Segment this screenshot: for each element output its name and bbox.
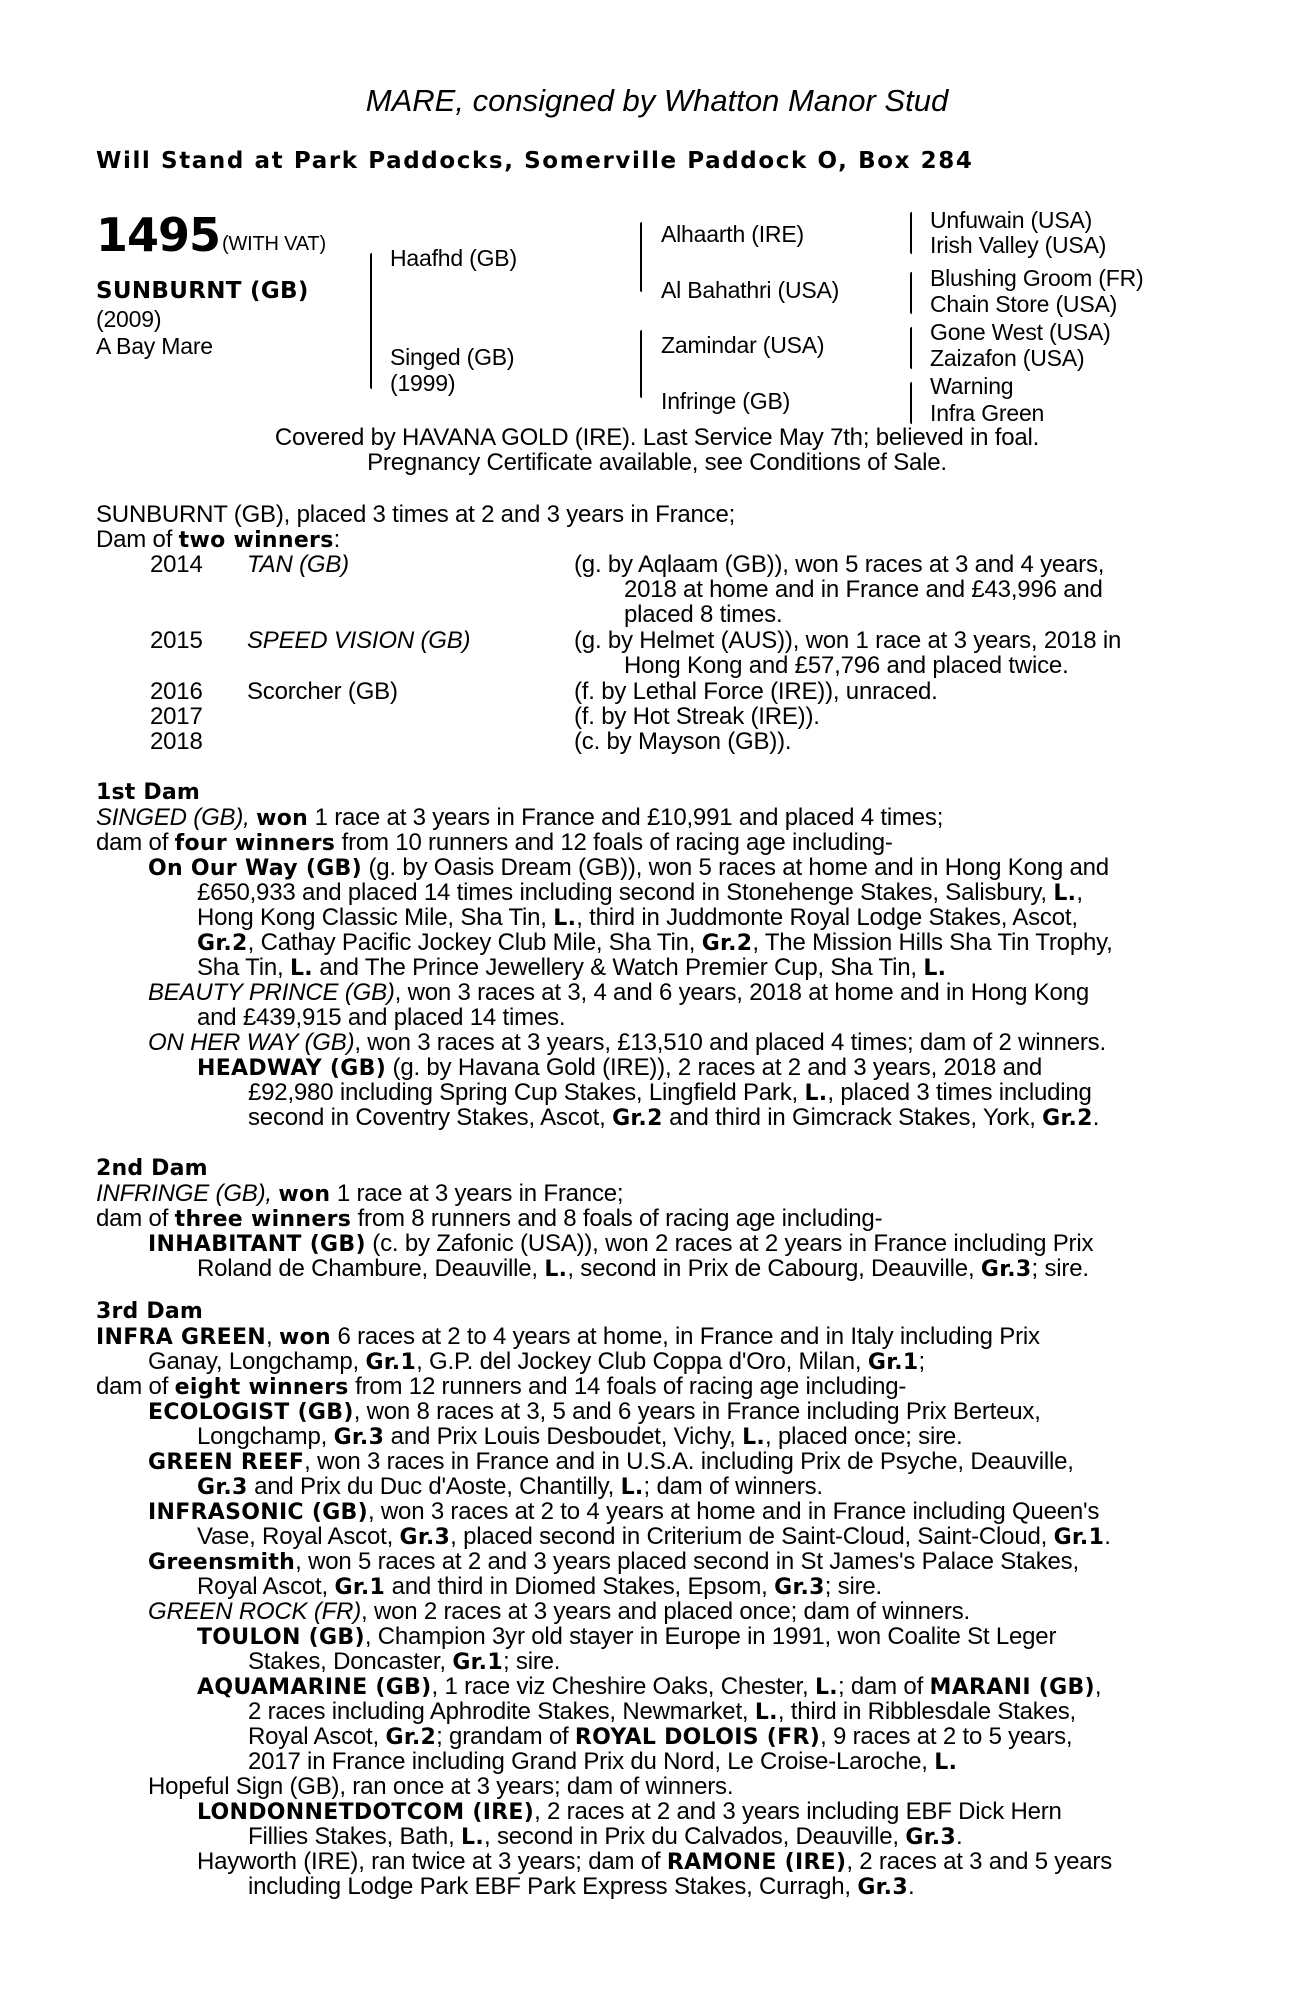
progeny-entry (148, 1499, 1099, 1525)
progeny-entry-line (197, 930, 1113, 956)
text-run: Gr.3 (980, 1257, 1032, 1282)
text-run: and third in Gimcrack Stakes, York, (662, 1104, 1043, 1131)
text-run: Royal Ascot, (248, 1723, 386, 1750)
pedigree-brace-dam (640, 330, 642, 398)
text-run: (g. by Havana Gold (IRE)), 2 races at 2 and 3 years, 2018 and (386, 1054, 1043, 1081)
text-run: , won 2 races at 3 years and placed once; dam of winners. (361, 1598, 970, 1625)
text-run: , won 3 races at 2 to 4 years at home and in France including Queen's (367, 1498, 1100, 1525)
horse-name: SUNBURNT (GB) (96, 278, 309, 304)
text-run: L. (553, 906, 577, 931)
lot-number: 1495 (96, 208, 221, 262)
text-run: Fillies Stakes, Bath, (248, 1823, 462, 1850)
text-run: . (1104, 1523, 1111, 1550)
text-run: ; sire. (1031, 1255, 1089, 1282)
text-run: LONDONNETDOTCOM (IRE) (197, 1800, 535, 1825)
progeny-entry-line (248, 1874, 914, 1900)
text-run: , third in Juddmonte Royal Lodge Stakes, Ascot, (576, 904, 1078, 931)
pedigree-dam: Singed (GB) (390, 344, 515, 370)
progeny-entry (148, 1231, 1093, 1257)
text-run: , 2 races at 3 and 5 years (846, 1848, 1112, 1875)
text-run: ON HER WAY (GB) (148, 1029, 355, 1056)
pedigree-ddd: Infra Green (930, 400, 1045, 426)
pedigree-dss: Gone West (USA) (930, 319, 1111, 345)
progeny-entry (197, 1799, 1062, 1825)
text-run: On Our Way (GB) (148, 856, 362, 881)
text-run: L. (742, 1425, 766, 1450)
text-run: , won 8 races at 3, 5 and 6 years in France including Prix Berteux, (353, 1398, 1041, 1425)
progeny-entry-line (197, 955, 946, 981)
progeny-entry (148, 1549, 1079, 1575)
text-run: , 9 races at 2 to 5 years, (820, 1723, 1073, 1750)
text-run: Gr.1 (867, 1350, 919, 1375)
progeny-entry-line (197, 1524, 1111, 1550)
text-run: , (1094, 1673, 1102, 1700)
text-run: 1 race at 3 years in France; (330, 1180, 624, 1207)
pedigree-sire: Haafhd (GB) (390, 245, 517, 271)
progeny-entry (148, 980, 1089, 1005)
mare-race-record: SUNBURNT (GB), placed 3 times at 2 and 3 years in France; (96, 501, 736, 528)
text-run: Ganay, Longchamp, (148, 1348, 366, 1375)
third-dam-heading: 3rd Dam (96, 1299, 203, 1324)
pedigree-dam-year: (1999) (390, 370, 456, 396)
text-run: won (256, 806, 309, 831)
progeny-entry (197, 1849, 1112, 1875)
progeny-entry-line (248, 1724, 1072, 1750)
pedigree-ssd: Irish Valley (USA) (930, 232, 1107, 258)
text-run: , third in Ribblesdale Stakes, (777, 1698, 1077, 1725)
text-run: Gr.1 (452, 1650, 503, 1675)
produce-detail-line: (c. by Mayson (GB)). (574, 728, 792, 755)
text-run: , second in Prix du Calvados, Deauville, (484, 1823, 906, 1850)
text-run: , won 3 races at 3 years, £13,510 and placed 4 times; dam of 2 winners. (354, 1029, 1106, 1056)
pedigree-sire-sire: Alhaarth (IRE) (661, 221, 804, 247)
third-dam-record (96, 1324, 1040, 1350)
progeny-entry-line (248, 1749, 957, 1775)
text-run: , placed second in Criterium de Saint-Cloud, Saint-Cloud, (450, 1523, 1054, 1550)
progeny-entry-line (197, 1424, 963, 1450)
text-run: , won 3 races in France and in U.S.A. including Prix de Psyche, Deauville, (304, 1448, 1074, 1475)
pedigree-dam-sire: Zamindar (USA) (661, 332, 825, 358)
text-run: Gr.3 (197, 1475, 248, 1500)
text-run: INHABITANT (GB) (148, 1232, 366, 1257)
text-run: , 1 race viz Cheshire Oaks, Chester, (431, 1673, 815, 1700)
pedigree-brace-3 (910, 327, 912, 369)
pedigree-sss: Unfuwain (USA) (930, 207, 1093, 233)
text-run: Sha Tin, (197, 954, 290, 981)
text-run: L. (934, 1750, 958, 1775)
stand-location: Will Stand at Park Paddocks, Somerville Paddock O, Box 284 (96, 148, 974, 174)
progeny-entry-line (248, 1105, 1099, 1131)
dam-of-text: Dam of (96, 526, 179, 553)
text-run: and The Prince Jewellery & Watch Premier Cup, Sha Tin, (312, 954, 924, 981)
text-run: and third in Diomed Stakes, Epsom, (385, 1573, 775, 1600)
text-run: (g. by Oasis Dream (GB)), won 5 races at home and in Hong Kong and (361, 854, 1109, 881)
text-run: and Prix Louis Desboudet, Vichy, (384, 1423, 743, 1450)
text-run: RAMONE (IRE) (666, 1850, 847, 1875)
third-dam-produce (96, 1374, 906, 1400)
text-run: 2 races including Aphrodite Stakes, Newmarket, (248, 1698, 755, 1725)
text-run: Gr.2 (385, 1725, 437, 1750)
text-run: SINGED (GB), (96, 804, 257, 831)
text-run: Gr.1 (334, 1575, 386, 1600)
text-run: second in Coventry Stakes, Ascot, (248, 1104, 613, 1131)
pedigree-brace-sire (640, 222, 642, 292)
horse-description: A Bay Mare (96, 333, 213, 359)
text-run: Hong Kong Classic Mile, Sha Tin, (197, 904, 554, 931)
progeny-entry (148, 1399, 1041, 1425)
progeny-entry-line (248, 1080, 1092, 1106)
progeny-entry-line (197, 1574, 882, 1600)
text-run: INFRA GREEN (96, 1325, 267, 1350)
produce-name: SPEED VISION (GB) (247, 627, 471, 654)
produce-year: 2018 (150, 728, 203, 755)
progeny-entry (197, 1674, 1101, 1700)
text-run: ECOLOGIST (GB) (148, 1400, 354, 1425)
text-run: Gr.3 (774, 1575, 825, 1600)
text-run: from 10 runners and 12 foals of racing age including- (335, 829, 893, 856)
pedigree-brace-1 (910, 212, 912, 254)
text-run: , won 5 races at 2 and 3 years placed second in St James's Palace Stakes, (295, 1548, 1079, 1575)
text-run: ; (918, 1348, 925, 1375)
produce-detail-line: (f. by Lethal Force (IRE)), unraced. (574, 678, 938, 705)
produce-name: Scorcher (GB) (247, 678, 398, 705)
text-run: Royal Ascot, (197, 1573, 335, 1600)
text-run: and Prix du Duc d'Aoste, Chantilly, (247, 1473, 621, 1500)
text-run: Gr.1 (1053, 1525, 1105, 1550)
progeny-entry (148, 855, 1109, 881)
progeny-entry (197, 1055, 1042, 1081)
text-run: Gr.3 (857, 1875, 908, 1900)
third-dam-record-line (148, 1349, 925, 1375)
text-run: , won 3 races at 3, 4 and 6 years, 2018 at home and in Hong Kong (394, 979, 1090, 1006)
text-run: dam of (96, 1373, 175, 1400)
produce-year: 2014 (150, 551, 203, 578)
pedigree-dam-dam: Infringe (GB) (661, 388, 791, 414)
text-run: Gr.3 (905, 1825, 957, 1850)
vat-note: (WITH VAT) (222, 233, 326, 255)
text-run: L. (814, 1675, 838, 1700)
text-run: Gr.2 (701, 931, 753, 956)
text-run: L. (754, 1700, 778, 1725)
pedigree-sdd: Chain Store (USA) (930, 291, 1118, 317)
text-run: ; grandam of (436, 1723, 575, 1750)
text-run: dam of (96, 829, 175, 856)
text-run: GREEN REEF (148, 1450, 305, 1475)
foaling-year: (2009) (96, 306, 162, 332)
produce-detail-line: (f. by Hot Streak (IRE)). (574, 703, 820, 730)
second-dam-record (96, 1181, 623, 1207)
text-run: from 12 runners and 14 foals of racing age including- (348, 1373, 907, 1400)
progeny-entry-line (248, 1699, 1076, 1725)
pedigree-dds: Warning (930, 373, 1014, 399)
progeny-entry-line (197, 1474, 823, 1500)
text-run: INFRASONIC (GB) (148, 1500, 368, 1525)
text-run: ROYAL DOLOIS (FR) (574, 1725, 821, 1750)
second-dam-heading: 2nd Dam (96, 1156, 208, 1181)
text-run: HEADWAY (GB) (197, 1056, 387, 1081)
text-run: . (1092, 1104, 1100, 1131)
text-run: , (266, 1323, 279, 1350)
text-run: ; dam of winners. (643, 1473, 823, 1500)
covered-line: Covered by HAVANA GOLD (IRE). Last Service May 7th; believed in foal. (274, 424, 1040, 451)
text-run: Greensmith (148, 1550, 296, 1575)
produce-year: 2017 (150, 703, 203, 730)
text-run: Gr.2 (612, 1106, 663, 1131)
produce-year: 2016 (150, 678, 203, 705)
text-run: BEAUTY PRINCE (GB) (148, 979, 395, 1006)
text-run: Gr.2 (197, 931, 248, 956)
text-run: MARANI (GB) (929, 1675, 1095, 1700)
pedigree-brace-4 (910, 382, 912, 424)
second-dam-produce (96, 1206, 882, 1232)
text-run: Hayworth (IRE), ran twice at 3 years; dam of (197, 1848, 667, 1875)
text-run: won (278, 1182, 331, 1207)
text-run: Gr.3 (399, 1525, 451, 1550)
progeny-entry (148, 1030, 1106, 1055)
text-run: (c. by Zafonic (USA)), won 2 races at 2 years in France including Prix (365, 1230, 1094, 1257)
text-run: 2017 in France including Grand Prix du Nord, Le Croise-Laroche, (248, 1748, 935, 1775)
progeny-entry-line (248, 1649, 560, 1675)
text-run: £92,980 including Spring Cup Stakes, Lingfield Park, (248, 1079, 805, 1106)
first-dam-record (96, 805, 943, 831)
text-run: 6 races at 2 to 4 years at home, in France and in Italy including Prix (330, 1323, 1040, 1350)
produce-detail-line: placed 8 times. (624, 601, 783, 628)
text-run: Gr.2 (1042, 1106, 1093, 1131)
text-run: Vase, Royal Ascot, (197, 1523, 400, 1550)
text-run: , The Mission Hills Sha Tin Trophy, (752, 929, 1113, 956)
produce-detail-line: 2018 at home and in France and £43,996 and (624, 576, 1103, 603)
text-run: L. (620, 1475, 644, 1500)
text-run: . (956, 1823, 963, 1850)
consignor-heading: MARE, consigned by Whatton Manor Stud (365, 83, 949, 118)
text-run: , 2 races at 2 and 3 years including EBF Dick Hern (534, 1798, 1062, 1825)
text-run: dam of (96, 1205, 175, 1232)
text-run: including Lodge Park EBF Park Express Stakes, Curragh, (248, 1873, 858, 1900)
progeny-entry (148, 1599, 970, 1624)
text-run: eight winners (174, 1375, 349, 1400)
produce-detail-line: (g. by Aqlaam (GB)), won 5 races at 3 and 4 years, (574, 551, 1105, 578)
text-run: £650,933 and placed 14 times including second in Stonehenge Stakes, Salisbury, (197, 879, 1054, 906)
text-run: 1 race at 3 years in France and £10,991 and placed 4 times; (308, 804, 944, 831)
progeny-entry-line: and £439,915 and placed 14 times. (197, 1004, 566, 1031)
produce-name: TAN (GB) (247, 551, 349, 578)
pedigree-sire-dam: Al Bahathri (USA) (661, 277, 840, 303)
text-run: GREEN ROCK (FR) (148, 1598, 362, 1625)
text-run: , (1076, 879, 1083, 906)
progeny-entry: Hopeful Sign (GB), ran once at 3 years; dam of winners. (148, 1773, 734, 1800)
progeny-entry (197, 1624, 1056, 1650)
pregnancy-certificate-line: Pregnancy Certificate available, see Conditions of Sale. (367, 449, 947, 476)
text-run: three winners (174, 1207, 352, 1232)
progeny-entry-line (197, 880, 1083, 906)
dam-of-line (96, 527, 340, 553)
text-run: ; sire. (824, 1573, 883, 1600)
progeny-entry-line (197, 905, 1078, 931)
text-run: TOULON (GB) (197, 1625, 365, 1650)
text-run: Longchamp, (197, 1423, 334, 1450)
text-run: L. (804, 1081, 828, 1106)
produce-detail-line: Hong Kong and £57,796 and placed twice. (624, 652, 1069, 679)
text-run: , G.P. del Jockey Club Coppa d'Oro, Milan, (416, 1348, 868, 1375)
produce-year: 2015 (150, 627, 203, 654)
text-run: four winners (174, 831, 336, 856)
dam-of-colon: : (333, 526, 341, 553)
progeny-entry (148, 1449, 1074, 1475)
text-run: from 8 runners and 8 foals of racing age including- (351, 1205, 883, 1232)
pedigree-dsd: Zaizafon (USA) (930, 345, 1085, 371)
text-run: , placed once; sire. (765, 1423, 963, 1450)
text-run: , placed 3 times including (827, 1079, 1092, 1106)
text-run: Roland de Chambure, Deauville, (197, 1255, 545, 1282)
text-run: L. (544, 1257, 568, 1282)
pedigree-sds: Blushing Groom (FR) (930, 265, 1144, 291)
text-run: ; sire. (502, 1648, 561, 1675)
pedigree-brace-main (370, 253, 372, 389)
text-run: , Cathay Pacific Jockey Club Mile, Sha Tin, (247, 929, 702, 956)
first-dam-heading: 1st Dam (96, 780, 201, 805)
text-run: INFRINGE (GB), (96, 1180, 279, 1207)
progeny-entry-line (197, 1256, 1089, 1282)
text-run: L. (461, 1825, 485, 1850)
text-run: won (278, 1325, 331, 1350)
text-run: ; dam of (837, 1673, 930, 1700)
progeny-entry-line (248, 1824, 962, 1850)
text-run: L. (289, 956, 313, 981)
dam-of-count: two winners (178, 528, 334, 553)
pedigree-brace-2 (910, 272, 912, 314)
text-run: , second in Prix de Cabourg, Deauville, (567, 1255, 981, 1282)
text-run: L. (1053, 881, 1077, 906)
first-dam-produce (96, 830, 893, 856)
text-run: Gr.1 (365, 1350, 417, 1375)
text-run: , Champion 3yr old stayer in Europe in 1991, won Coalite St Leger (364, 1623, 1057, 1650)
text-run: AQUAMARINE (GB) (197, 1675, 432, 1700)
text-run: L. (923, 956, 947, 981)
text-run: Gr.3 (333, 1425, 385, 1450)
text-run: Stakes, Doncaster, (248, 1648, 453, 1675)
produce-detail-line: (g. by Helmet (AUS)), won 1 race at 3 years, 2018 in (574, 627, 1122, 654)
text-run: . (907, 1873, 915, 1900)
